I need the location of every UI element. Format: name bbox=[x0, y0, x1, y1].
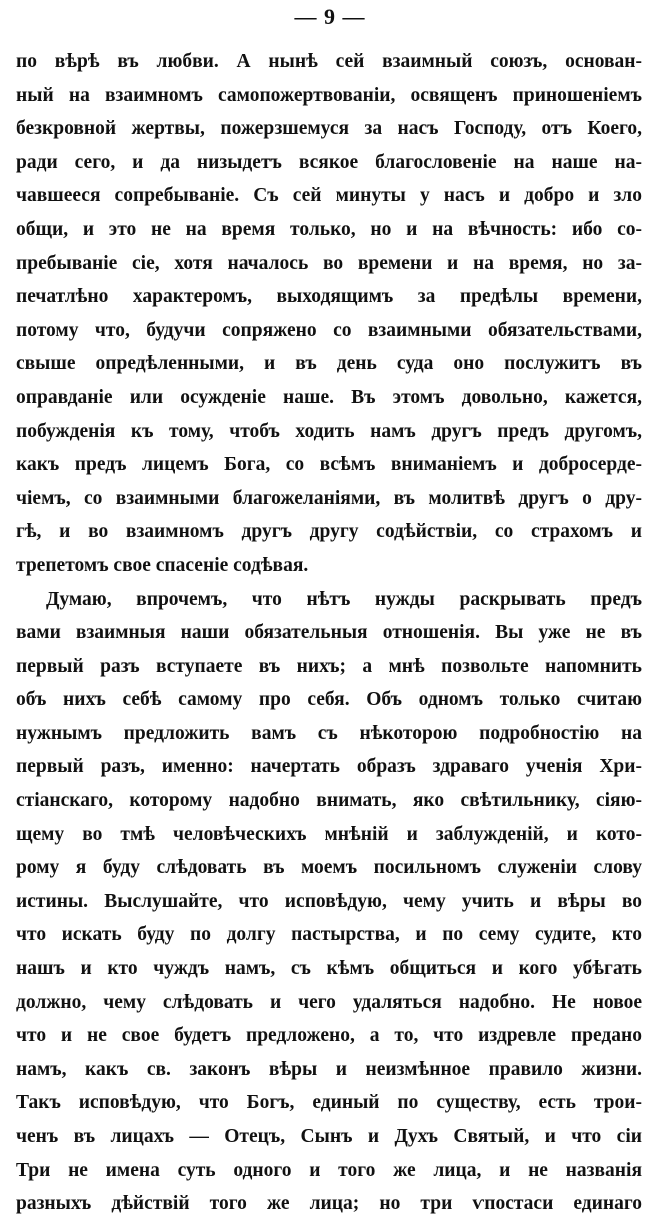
text-line: должно, чему слѣдовать и чего удаляться надобно. Не новое bbox=[16, 991, 642, 1013]
text-line: чіемъ, со взаимными благожеланіями, въ молитвѣ другъ о дру- bbox=[16, 487, 642, 509]
text-line: объ нихъ себѣ самому про себя. Объ одномъ только считаю bbox=[16, 689, 642, 711]
text-line: чавшееся сопребываніе. Съ сей минуты у насъ и добро и зло bbox=[16, 185, 642, 207]
text-line: рому я буду слѣдовать въ моемъ посильномъ служеніи слову bbox=[16, 857, 642, 879]
text-line: печатлѣно характеромъ, выходящимъ за предѣлы времени, bbox=[16, 286, 642, 308]
text-line: Три не имена суть одного и того же лица, и не названія bbox=[16, 1159, 642, 1181]
text-line: свыше опредѣленными, и въ день суда оно послужитъ въ bbox=[16, 353, 642, 375]
text-line: трепетомъ свое спасеніе содѣвая. bbox=[16, 554, 309, 576]
text-line: гѣ, и во взаимномъ другъ другу содѣйствіи, со страхомъ и bbox=[16, 521, 642, 543]
text-line: пребываніе сіе, хотя началось во времени и на время, но за- bbox=[16, 252, 642, 274]
text-line: первый разъ, именно: начертать образъ здраваго ученія Хри- bbox=[16, 756, 642, 778]
page-number: — 9 — bbox=[294, 4, 366, 29]
text-line: истины. Выслушайте, что исповѣдую, чему учить и вѣры во bbox=[16, 890, 642, 912]
text-line: побужденія къ тому, чтобъ ходить намъ другъ предъ другомъ, bbox=[16, 420, 642, 442]
text-line: ради сего, и да низыдетъ всякое благословеніе на наше на- bbox=[16, 151, 642, 173]
text-line: Думаю, впрочемъ, что нѣтъ нужды раскрывать предъ bbox=[46, 588, 642, 610]
text-line: разныхъ дѣйствій того же лица; но три ѵпостаси единаго bbox=[16, 1193, 642, 1215]
text-line: первый разъ вступаете въ нихъ; а мнѣ позвольте напомнить bbox=[16, 655, 642, 677]
text-line: потому что, будучи сопряжено со взаимными обязательствами, bbox=[16, 319, 642, 341]
text-line: щему во тмѣ человѣческихъ мнѣній и заблужденій, и кото- bbox=[16, 823, 642, 845]
text-line: стіанскаго, которому надобно внимать, яко свѣтильнику, сіяю- bbox=[16, 790, 642, 812]
text-line: по вѣрѣ въ любви. А нынѣ сей взаимный союзъ, основан- bbox=[16, 51, 642, 72]
text-line: нужнымъ предложить вамъ съ нѣкоторою подробностію на bbox=[16, 722, 642, 744]
text-line: оправданіе или осужденіе наше. Въ этомъ довольно, кажется, bbox=[16, 386, 642, 408]
text-line: какъ предъ лицемъ Бога, со всѣмъ вниманіемъ и добросерде- bbox=[16, 454, 642, 476]
text-line: ченъ въ лицахъ — Отецъ, Сынъ и Духъ Святый, и что сіи bbox=[16, 1126, 642, 1147]
text-line: что и не свое будетъ предложено, а то, что издревле предано bbox=[16, 1025, 642, 1047]
text-line: намъ, какъ св. законъ вѣры и неизмѣнное правило жизни. bbox=[16, 1058, 642, 1080]
text-line: что искать буду по долгу пастырства, и по сему судите, кто bbox=[16, 924, 642, 946]
body-text bbox=[16, 45, 642, 1221]
text-line: безкровной жертвы, пожерзшемуся за насъ Господу, отъ Коего, bbox=[16, 118, 642, 140]
text-line: вами взаимныя наши обязательныя отношенія. Вы уже не въ bbox=[16, 622, 642, 644]
text-line: Такъ исповѣдую, что Богъ, единый по существу, есть трои- bbox=[16, 1092, 642, 1114]
text-line: общи, и это не на время только, но и на вѣчность: ибо со- bbox=[16, 218, 642, 240]
text-line: нашъ и кто чуждъ намъ, съ кѣмъ общиться и кого убѣгать bbox=[16, 958, 642, 980]
text-line: ный на взаимномъ самопожертвованіи, освященъ приношеніемъ bbox=[16, 84, 642, 106]
